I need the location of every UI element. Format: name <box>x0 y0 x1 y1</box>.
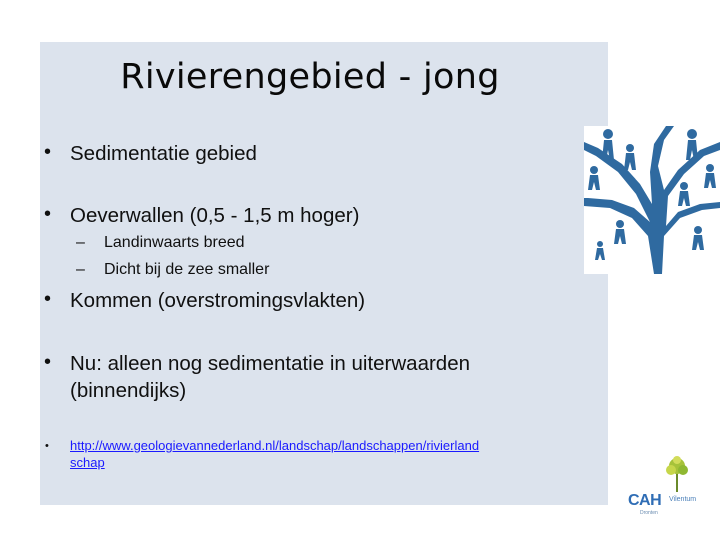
geologie-link[interactable] <box>70 437 580 471</box>
subbullet-dash: – <box>76 261 85 278</box>
logo-dronten-text: Dronten <box>640 510 658 516</box>
tree-people-graphic <box>584 126 720 274</box>
bullet-marker: • <box>44 141 52 163</box>
cah-vilentum-logo <box>624 452 720 522</box>
bullet-marker-small: • <box>45 440 49 452</box>
logo-vilentum-text: Vilentum <box>669 496 697 503</box>
bullet-marker: • <box>44 203 52 225</box>
logo-cah-text: CAH <box>628 492 662 509</box>
bullet-line: (binnendijks) <box>70 379 187 402</box>
bullet-sedimentatie: Sedimentatie gebied <box>70 142 257 165</box>
tree-logo-icon <box>624 452 720 494</box>
bullet-marker: • <box>44 288 52 310</box>
link-line[interactable]: schap <box>70 455 105 470</box>
subbullet-landinwaarts: Landinwaarts breed <box>104 234 245 251</box>
subbullet-dash: – <box>76 234 85 251</box>
bullet-oeverwallen: Oeverwallen (0,5 - 1,5 m hoger) <box>70 204 360 227</box>
bullet-kommen: Kommen (overstromingsvlakten) <box>70 289 366 312</box>
bullet-nu-sedimentatie <box>70 350 470 404</box>
bullet-marker: • <box>44 351 52 373</box>
slide-title: Rivierengebied - jong <box>120 57 500 97</box>
subbullet-dicht-bij-zee: Dicht bij de zee smaller <box>104 261 270 278</box>
link-line[interactable]: http://www.geologievannederland.nl/landschap/landschappen/rivierland <box>70 438 480 453</box>
bullet-line: Nu: alleen nog sedimentatie in uiterwaarden <box>70 352 471 375</box>
